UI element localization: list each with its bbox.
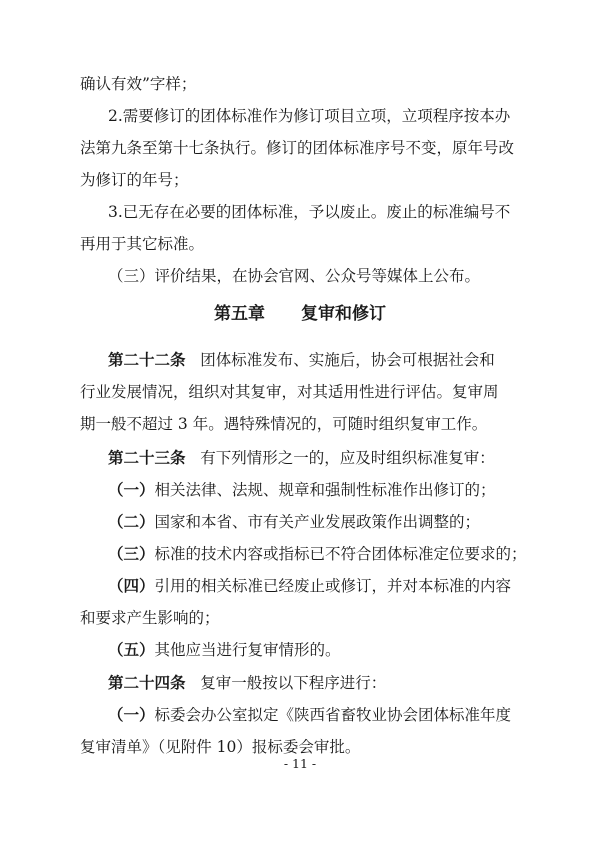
paragraph-line: 行业发展情况，组织对其复审，对其适用性进行评估。复审周 (80, 383, 499, 401)
page-number: - 11 - (283, 756, 317, 771)
paragraph-line: 为修订的年号； (80, 171, 189, 189)
item-text: 标委会办公室拟定《陕西省畜牧业协会团体标准年度 (154, 706, 512, 724)
item-text: 国家和本省、市有关产业发展政策作出调整的； (154, 513, 481, 531)
article-text: 有下列情形之一的，应及时组织标准复审： (200, 449, 495, 467)
article-text: 复审一般按以下程序进行： (200, 674, 387, 692)
chapter-title: 复审和修订 (301, 304, 386, 324)
paragraph-line: 和要求产生影响的； (80, 609, 220, 627)
item-label: （三） (108, 544, 155, 563)
article-label: 第二十三条 (108, 448, 186, 467)
paragraph-line: 复审清单》（见附件 10）报标委会审批。 (80, 738, 361, 756)
item-text: 相关法律、法规、规章和强制性标准作出修订的； (154, 481, 496, 499)
paragraph-line: 再用于其它标准。 (80, 235, 205, 253)
list-item (108, 512, 600, 532)
chapter-heading (0, 303, 600, 325)
item-label: （四） (108, 576, 155, 595)
item-text: 引用的相关标准已经废止或修订，并对本标准的内容 (154, 577, 512, 595)
item-label: （二） (108, 512, 155, 531)
paragraph-line: 确认有效”字样； (80, 75, 197, 93)
paragraph-line: 法第九条至第十七条执行。修订的团体标准序号不变，原年号改 (80, 139, 515, 157)
list-item (108, 480, 600, 500)
item-label: （一） (108, 705, 155, 724)
paragraph-line: 期一般不超过 3 年。遇特殊情况的，可随时组织复审工作。 (80, 415, 488, 433)
list-item (108, 544, 600, 564)
article-23-first-line (108, 448, 600, 468)
item-text: 标准的技术内容或指标已不符合团体标准定位要求的； (154, 545, 527, 563)
list-item (108, 640, 600, 660)
article-22-first-line (108, 350, 600, 370)
article-text: 团体标准发布、实施后，协会可根据社会和 (200, 351, 495, 369)
paragraph-line: 2.需要修订的团体标准作为修订项目立项，立项程序按本办 (108, 107, 511, 125)
article-label: 第二十四条 (108, 673, 186, 692)
item-label: （五） (108, 640, 155, 659)
paragraph-line: （三）评价结果，在协会官网、公众号等媒体上公布。 (108, 267, 481, 285)
item-label: （一） (108, 480, 155, 499)
chapter-number: 第五章 (214, 304, 265, 324)
paragraph-line: 3.已无存在必要的团体标准，予以废止。废止的标准编号不 (108, 203, 511, 221)
item-text: 其他应当进行复审情形的。 (154, 641, 341, 659)
article-24-first-line (108, 673, 600, 693)
list-item (108, 576, 600, 596)
article-label: 第二十二条 (108, 350, 186, 369)
list-item (108, 705, 600, 725)
